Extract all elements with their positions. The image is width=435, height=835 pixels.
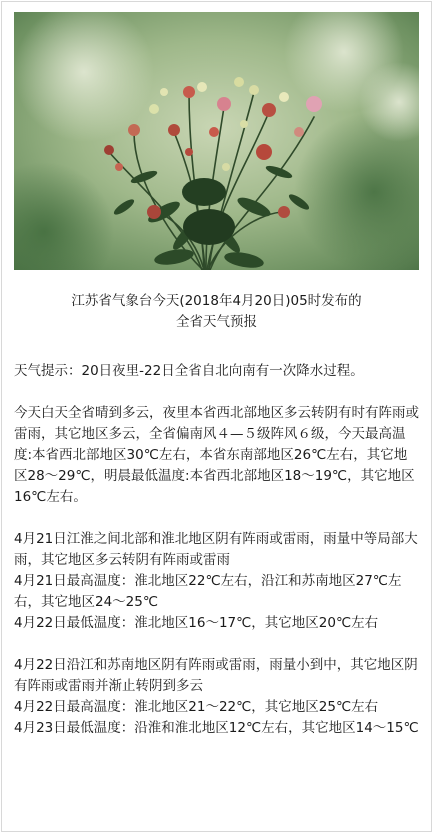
apr22-description: 4月22日沿江和苏南地区阴有阵雨或雷雨，雨量小到中，其它地区阴有阵雨或雷雨并渐止转阴到多云 (14, 657, 418, 694)
apr21-description: 4月21日江淮之间北部和淮北地区阴有阵雨或雷雨，雨量中等局部大雨，其它地区多云转阴有阵雨或雷雨 (14, 531, 418, 568)
weather-tip: 天气提示：20日夜里-22日全省自北向南有一次降水过程。 (14, 363, 364, 379)
title-line-1: 江苏省气象台今天(2018年4月20日)05时发布的 (71, 293, 362, 309)
today-forecast: 今天白天全省晴到多云，夜里本省西北部地区多云转阴有时有阵雨或雷雨，其它地区多云，全省偏南风４—５级阵风６级，今天最高温度:本省西北部地区30℃左右，本省东南部地区26℃左右，其它地区28～29℃，明晨最低温度:本省西北部地区18～19℃，其它地区16℃左右。 (14, 405, 419, 505)
flower-bouquet-photo (14, 12, 419, 270)
title-line-2: 全省天气预报 (176, 314, 257, 330)
forecast-body (14, 361, 420, 739)
forecast-title (14, 291, 419, 333)
apr23-low-temp: 4月23日最低温度：沿淮和淮北地区12℃左右，其它地区14～15℃ (14, 720, 419, 736)
apr22-high-temp: 4月22日最高温度：淮北地区21～22℃，其它地区25℃左右 (14, 699, 379, 715)
apr22-low-temp: 4月22日最低温度：淮北地区16～17℃，其它地区20℃左右 (14, 615, 379, 631)
apr21-high-temp: 4月21日最高温度：淮北地区22℃左右，沿江和苏南地区27℃左右，其它地区24～25℃ (14, 573, 402, 610)
